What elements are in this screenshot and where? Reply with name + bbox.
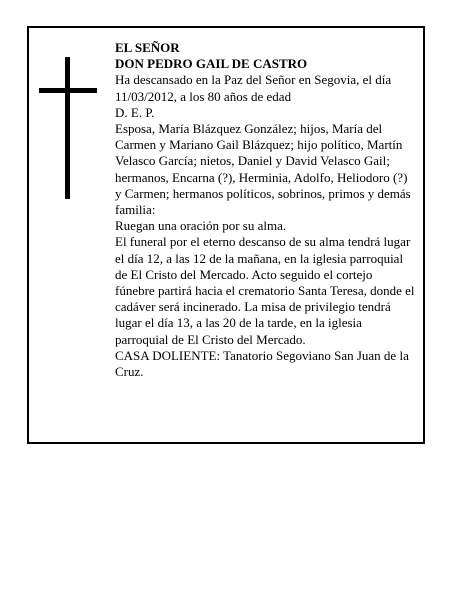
rest-in-peace: D. E. P. [115, 104, 155, 120]
cross-vertical-bar [65, 57, 70, 199]
mourning-house: CASA DOLIENTE: Tanatorio Segoviano San Juan de la Cruz. [115, 347, 409, 380]
cross-horizontal-bar [39, 88, 97, 93]
notice-text [115, 40, 415, 380]
funeral-details: El funeral por el eterno descanso de su alma tendrá lugar el día 12, a las 12 de la mañana, en la iglesia parroquial de El Cristo del Mercado. Acto seguido el cortejo fúnebre partirá hacia el crematorio Santa Teresa, donde el cadáver será incinerado. La misa de privilegio tendrá lugar el día 13, a las 20 de la tarde, en la iglesia parroquial de El Cristo del Mercado. [115, 234, 415, 347]
death-announcement: Ha descansado en la Paz del Señor en Segovia, el día 11/03/2012, a los 80 años de edad [115, 72, 392, 104]
family-list: Esposa, María Blázquez González; hijos, María del Carmen y Mariano Gail Blázquez; hijo político, Martín Velasco García; nietos, Daniel y David Velasco Gail; hermanos, Encarna (?), Herminia, Adolfo, Heliodoro (?) y Carmen; hermanos políticos, sobrinos, primos y demás familia: [115, 121, 411, 218]
notice-title: EL SEÑOR [115, 40, 180, 55]
deceased-name: DON PEDRO GAIL DE CASTRO [115, 56, 308, 72]
prayer-request: Ruegan una oración por su alma. [115, 218, 287, 234]
obituary-notice [27, 26, 425, 444]
cross-icon [39, 57, 97, 199]
